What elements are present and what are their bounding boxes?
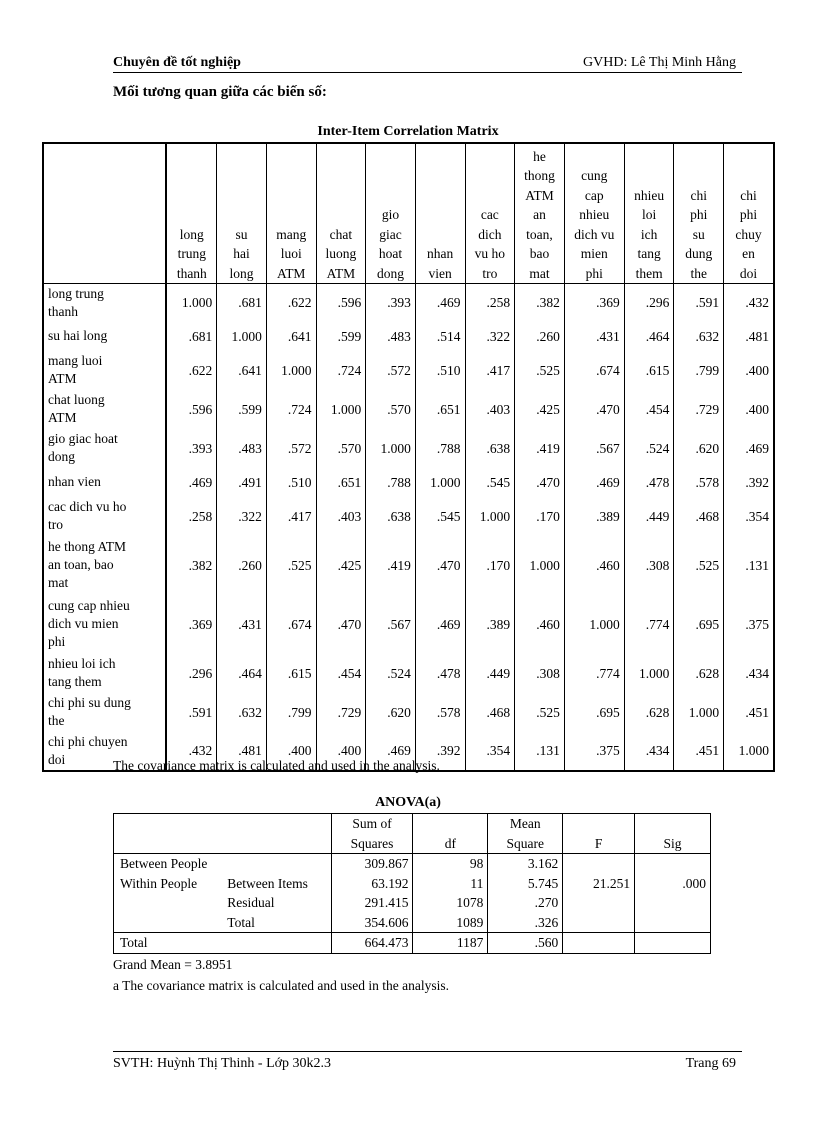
correlation-cell: 1.000 [624,654,674,693]
correlation-cell: .470 [415,536,465,595]
correlation-cell: .524 [366,654,416,693]
correlation-cell: .724 [266,390,316,429]
correlation-cell: .369 [564,284,624,322]
correlation-cell: .375 [724,595,774,654]
table-row [114,854,711,874]
correlation-cell: .454 [316,654,366,693]
correlation-cell: 1.000 [266,351,316,390]
correlation-cell: .403 [316,497,366,536]
correlation-cell: .545 [415,497,465,536]
correlation-cell: .469 [366,732,416,771]
column-header: cac dich vu ho tro [465,143,515,284]
correlation-cell: .596 [166,390,216,429]
correlation-cell: .322 [465,322,515,351]
correlation-cell: .460 [564,536,624,595]
correlation-cell: .389 [465,595,515,654]
correlation-cell: .799 [266,693,316,732]
correlation-cell: .638 [465,429,515,468]
correlation-cell: .774 [624,595,674,654]
column-header: he thong ATM an toan, bao mat [515,143,565,284]
correlation-cell: .468 [674,497,724,536]
correlation-cell: .729 [316,693,366,732]
correlation-cell: .674 [564,351,624,390]
correlation-cell: .403 [465,390,515,429]
row-label: gio giac hoat dong [43,429,166,468]
anova-cell-sig [635,913,711,933]
correlation-cell: .425 [316,536,366,595]
anova-title: ANOVA(a) [375,795,441,810]
correlation-cell: .417 [465,351,515,390]
correlation-cell: 1.000 [515,536,565,595]
header-left: Chuyên đề tốt nghiệp [113,55,241,70]
correlation-cell: .695 [564,693,624,732]
table-row [43,351,774,390]
correlation-cell: .308 [515,654,565,693]
anova-cell-ms: 3.162 [488,854,563,874]
correlation-cell: .451 [724,693,774,732]
correlation-cell: .788 [415,429,465,468]
correlation-cell: .419 [515,429,565,468]
correlation-cell: .596 [316,284,366,322]
correlation-cell: .641 [266,322,316,351]
column-header: su hai long [217,143,267,284]
correlation-cell: .469 [415,595,465,654]
correlation-cell: 1.000 [465,497,515,536]
correlation-cell: 1.000 [366,429,416,468]
table-row [43,284,774,322]
correlation-cell: .389 [564,497,624,536]
correlation-cell: .470 [515,468,565,497]
correlation-matrix [42,142,775,772]
correlation-cell: .258 [166,497,216,536]
table-row [43,322,774,351]
column-header: nhieu loi ich tang them [624,143,674,284]
correlation-cell: .481 [217,732,267,771]
correlation-cell: .431 [564,322,624,351]
correlation-cell: .632 [217,693,267,732]
column-header: cung cap nhieu dich vu mien phi [564,143,624,284]
column-header: chi phi su dung the [674,143,724,284]
table-row [43,390,774,429]
correlation-cell: .469 [724,429,774,468]
correlation-note: The covariance matrix is calculated and used in the analysis. [113,758,440,773]
anova-cell-l2: Between Items [227,875,308,891]
correlation-cell: .400 [316,732,366,771]
anova-header-sig: Sig [635,814,711,854]
correlation-cell: .788 [366,468,416,497]
correlation-cell: .622 [266,284,316,322]
anova-cell-l1: Within People [120,875,198,891]
correlation-cell: .354 [724,497,774,536]
correlation-cell: .296 [166,654,216,693]
column-header: long trung thanh [166,143,216,284]
correlation-cell: .525 [266,536,316,595]
anova-cell-l2: Total [227,914,255,930]
page-footer [113,1051,742,1071]
correlation-cell: .681 [166,322,216,351]
anova-cell-f [563,933,635,954]
correlation-cell: .545 [465,468,515,497]
correlation-cell: .481 [724,322,774,351]
anova-cell-l1: Total [114,933,224,954]
anova-cell-ss: 291.415 [331,893,413,913]
correlation-title: Inter-Item Correlation Matrix [317,124,499,139]
correlation-cell: .454 [624,390,674,429]
correlation-cell: .510 [266,468,316,497]
column-header: mang luoi ATM [266,143,316,284]
correlation-cell: .432 [724,284,774,322]
anova-header-ms: Mean Square [488,814,563,854]
anova-cell-ms: .326 [488,913,563,933]
anova-cell-ms: .270 [488,893,563,913]
row-label: cung cap nhieu dich vu mien phi [43,595,166,654]
correlation-cell: .632 [674,322,724,351]
correlation-cell: .170 [465,536,515,595]
column-header: nhan vien [415,143,465,284]
anova-cell-l2 [223,933,331,954]
table-row [43,497,774,536]
anova-corner [114,814,332,854]
correlation-cell: .651 [415,390,465,429]
correlation-cell: 1.000 [415,468,465,497]
correlation-cell: .470 [316,595,366,654]
correlation-cell: .524 [624,429,674,468]
correlation-cell: .434 [724,654,774,693]
correlation-cell: .131 [515,732,565,771]
correlation-cell: .131 [724,536,774,595]
correlation-cell: .578 [415,693,465,732]
table-row [43,536,774,595]
correlation-cell: .628 [624,693,674,732]
correlation-cell: .382 [515,284,565,322]
correlation-cell: .308 [624,536,674,595]
correlation-cell: .434 [624,732,674,771]
anova-cell-f [563,913,635,933]
correlation-cell: .570 [316,429,366,468]
correlation-cell: .460 [515,595,565,654]
correlation-cell: .622 [166,351,216,390]
table-row [114,933,711,954]
anova-cell-ss: 63.192 [331,874,413,894]
anova-table [113,813,711,954]
correlation-cell: .400 [724,390,774,429]
correlation-cell: .615 [624,351,674,390]
anova-cell-l1 [114,913,224,933]
header-right: GVHD: Lê Thị Minh Hằng [583,55,736,70]
section-title: Mối tương quan giữa các biến số: [113,84,327,100]
row-label: nhieu loi ich tang them [43,654,166,693]
table-row [43,693,774,732]
correlation-cell: .651 [316,468,366,497]
correlation-cell: .514 [415,322,465,351]
correlation-cell: .322 [217,497,267,536]
row-label: chat luong ATM [43,390,166,429]
grand-mean: Grand Mean = 3.8951 [113,957,233,972]
correlation-cell: 1.000 [564,595,624,654]
anova-cell-sig: .000 [635,874,711,894]
correlation-cell: .774 [564,654,624,693]
correlation-cell: .469 [564,468,624,497]
correlation-cell: .724 [316,351,366,390]
correlation-cell: .464 [624,322,674,351]
correlation-cell: .638 [366,497,416,536]
anova-cell-df: 98 [413,854,488,874]
correlation-cell: .400 [266,732,316,771]
correlation-cell: .417 [266,497,316,536]
correlation-cell: .525 [515,351,565,390]
correlation-cell: .641 [217,351,267,390]
row-label: long trung thanh [43,284,166,322]
anova-cell-ss: 354.606 [331,913,413,933]
correlation-cell: .478 [415,654,465,693]
row-label: chi phi chuyen doi [43,732,166,771]
table-row [114,874,711,894]
table-row [114,893,711,913]
column-header: gio giac hoat dong [366,143,416,284]
correlation-cell: .392 [724,468,774,497]
correlation-cell: .382 [166,536,216,595]
correlation-cell: 1.000 [674,693,724,732]
correlation-cell: .431 [217,595,267,654]
anova-cell-l1 [114,893,224,913]
table-row [43,468,774,497]
column-header: chi phi chuy en doi [724,143,774,284]
anova-cell-ss: 664.473 [331,933,413,954]
correlation-cell: .470 [564,390,624,429]
correlation-cell: .425 [515,390,565,429]
correlation-cell: .419 [366,536,416,595]
footer-right: Trang 69 [685,1056,736,1071]
correlation-cell: .799 [674,351,724,390]
correlation-cell: .674 [266,595,316,654]
row-label: chi phi su dung the [43,693,166,732]
anova-cell-l2 [223,854,331,874]
page-header [113,55,742,73]
anova-cell-df: 1187 [413,933,488,954]
correlation-cell: .400 [724,351,774,390]
anova-cell-ms: 5.745 [488,874,563,894]
correlation-cell: .567 [366,595,416,654]
correlation-cell: .260 [515,322,565,351]
correlation-cell: .567 [564,429,624,468]
correlation-cell: .729 [674,390,724,429]
correlation-cell: .591 [166,693,216,732]
correlation-cell: .510 [415,351,465,390]
anova-header-ss: Sum of Squares [331,814,413,854]
correlation-cell: .628 [674,654,724,693]
correlation-cell: .468 [465,693,515,732]
correlation-cell: .478 [624,468,674,497]
table-row [43,429,774,468]
anova-header-df: df [413,814,488,854]
anova-cell-sig [635,893,711,913]
anova-cell-sig [635,854,711,874]
anova-header-f: F [563,814,635,854]
anova-cell-f [563,893,635,913]
anova-cell-df: 11 [413,874,488,894]
correlation-cell: .615 [266,654,316,693]
correlation-cell: .483 [217,429,267,468]
correlation-cell: .525 [515,693,565,732]
correlation-cell: .449 [624,497,674,536]
correlation-cell: .369 [166,595,216,654]
correlation-cell: .432 [166,732,216,771]
correlation-cell: .572 [366,351,416,390]
anova-cell-ss: 309.867 [331,854,413,874]
correlation-cell: .375 [564,732,624,771]
anova-cell-sig [635,933,711,954]
correlation-cell: .695 [674,595,724,654]
row-label: mang luoi ATM [43,351,166,390]
correlation-cell: .491 [217,468,267,497]
correlation-cell: .681 [217,284,267,322]
correlation-cell: 1.000 [316,390,366,429]
row-label: he thong ATM an toan, bao mat [43,536,166,595]
anova-cell-df: 1078 [413,893,488,913]
correlation-cell: .392 [415,732,465,771]
correlation-cell: 1.000 [166,284,216,322]
correlation-cell: .620 [366,693,416,732]
correlation-cell: .599 [217,390,267,429]
correlation-cell: .572 [266,429,316,468]
table-row [43,595,774,654]
correlation-cell: .260 [217,536,267,595]
correlation-cell: .578 [674,468,724,497]
correlation-cell: .570 [366,390,416,429]
correlation-cell: .483 [366,322,416,351]
row-label: cac dich vu ho tro [43,497,166,536]
column-header: chat luong ATM [316,143,366,284]
anova-cell-ms: .560 [488,933,563,954]
row-label: su hai long [43,322,166,351]
correlation-cell: .525 [674,536,724,595]
correlation-cell: .599 [316,322,366,351]
correlation-cell: .449 [465,654,515,693]
anova-cell-l2: Residual [227,895,275,910]
anova-cell-df: 1089 [413,913,488,933]
correlation-cell: .469 [415,284,465,322]
correlation-cell: .170 [515,497,565,536]
corner-cell [43,143,166,284]
correlation-cell: .620 [674,429,724,468]
correlation-cell: .393 [366,284,416,322]
anova-note: a The covariance matrix is calculated and used in the analysis. [113,978,449,993]
correlation-cell: .451 [674,732,724,771]
table-row [114,913,711,933]
anova-cell-f: 21.251 [563,874,635,894]
correlation-cell: .469 [166,468,216,497]
row-label: nhan vien [43,468,166,497]
anova-cell-f [563,854,635,874]
correlation-cell: .464 [217,654,267,693]
table-row [43,654,774,693]
anova-cell-l1: Between People [120,856,208,871]
correlation-cell: .393 [166,429,216,468]
correlation-cell: 1.000 [217,322,267,351]
correlation-cell: .296 [624,284,674,322]
footer-left: SVTH: Huỳnh Thị Thinh - Lớp 30k2.3 [113,1056,332,1071]
correlation-cell: 1.000 [724,732,774,771]
correlation-cell: .354 [465,732,515,771]
correlation-cell: .258 [465,284,515,322]
correlation-cell: .591 [674,284,724,322]
